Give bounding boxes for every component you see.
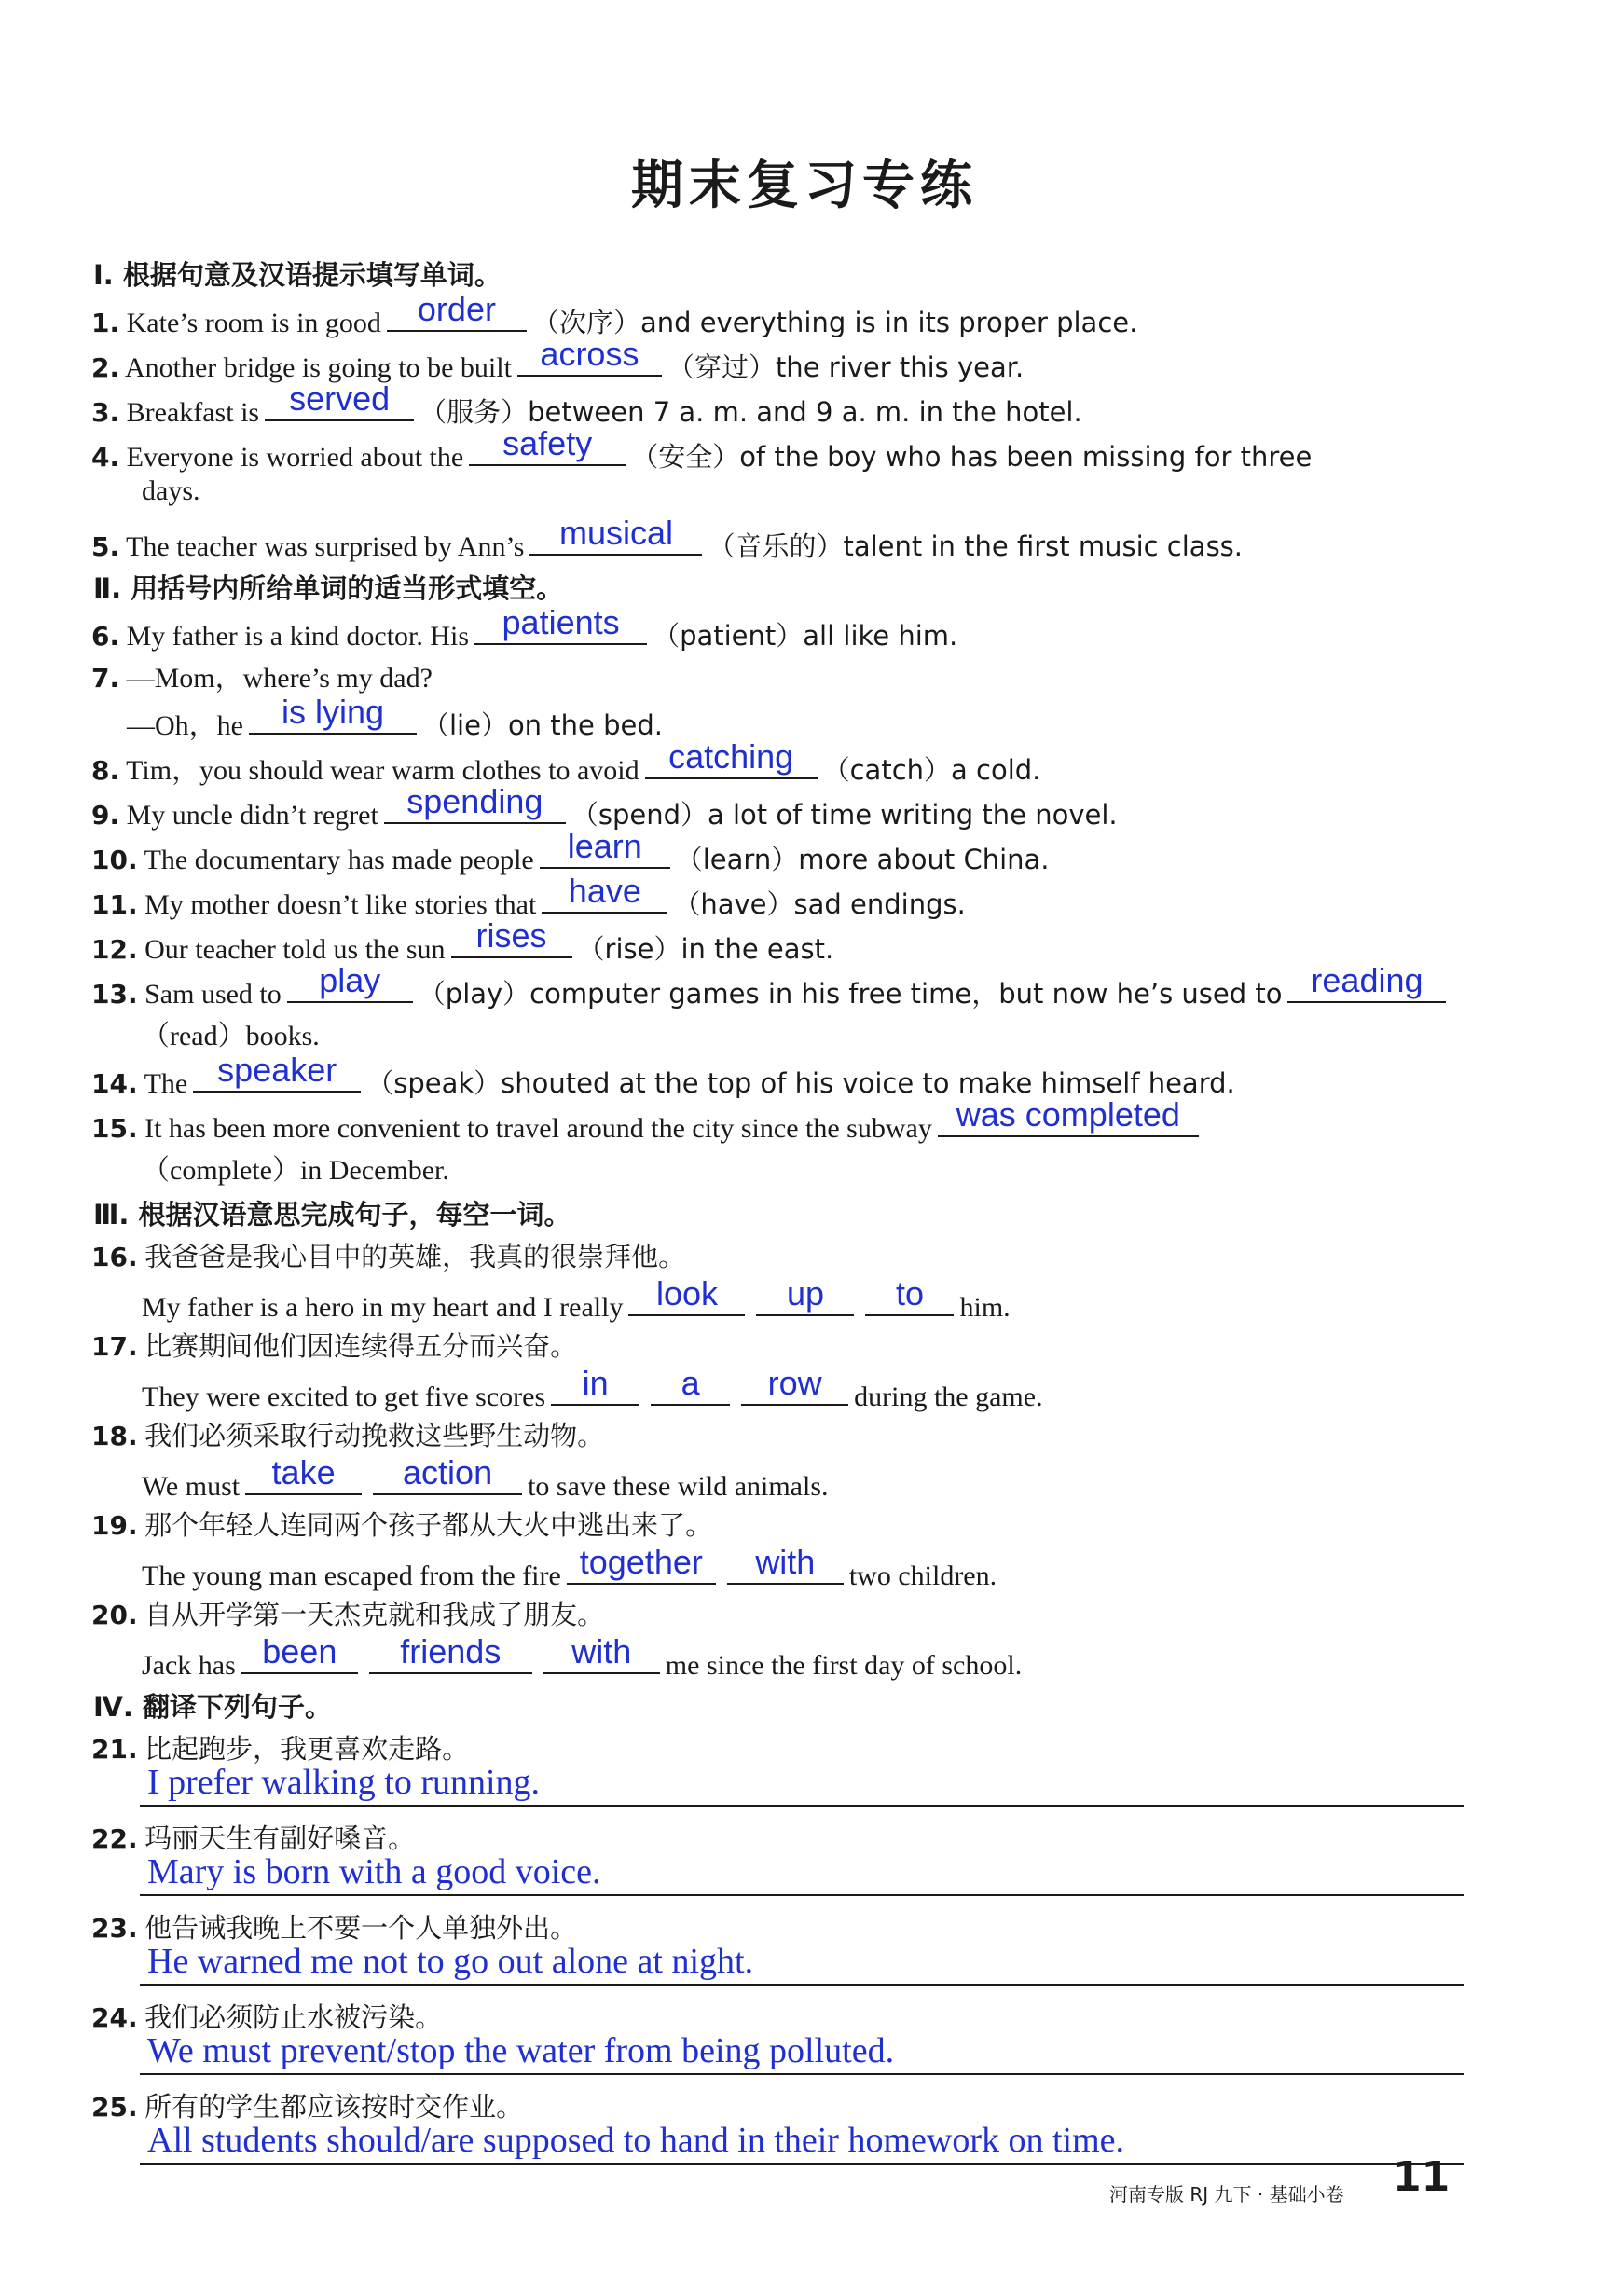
question-7-line-1: 7. —Mom，where’s my dad? — [91, 663, 433, 694]
answer-blank[interactable]: action — [373, 1460, 522, 1495]
translation-answer-21[interactable]: I prefer walking to running. — [147, 1763, 541, 1802]
question-13-continued: （read）books. — [142, 1021, 320, 1052]
answer-blank[interactable]: up — [756, 1281, 854, 1316]
answer-blank[interactable]: catching — [645, 744, 818, 779]
section-2-heading: Ⅱ. 用括号内所给单词的适当形式填空。 — [93, 572, 564, 604]
question-10: 10. The documentary has made people learn （learn）more about China. — [91, 827, 1050, 875]
answer-blank[interactable]: served — [265, 386, 414, 421]
answer-blank[interactable]: order — [387, 296, 527, 332]
translation-answer-23[interactable]: He warned me not to go out alone at night. — [147, 1942, 754, 1981]
question-24-chinese: 24. 我们必须防止水被污染。 — [91, 2001, 443, 2033]
question-3: 3. Breakfast is served （服务）between 7 a. m. and 9 a. m. in the hotel. — [91, 379, 1082, 428]
answer-blank-2[interactable]: reading — [1287, 968, 1446, 1003]
question-15: 15. It has been more convenient to travel around the city since the subway was completed — [91, 1102, 1204, 1145]
page-title: 期末复习专练 — [631, 156, 978, 216]
answer-line — [140, 1894, 1464, 1896]
question-19: The young man escaped from the fire together with two children. — [142, 1543, 997, 1591]
answer-blank[interactable]: together — [567, 1549, 716, 1585]
question-8: 8. Tim，you should wear warm clothes to avoid catching （catch）a cold. — [91, 737, 1041, 786]
question-11: 11. My mother doesn’t like stories that have （have）sad endings. — [91, 872, 966, 920]
section-4-heading: Ⅳ. 翻译下列句子。 — [93, 1691, 332, 1723]
question-6: 6. My father is a kind doctor. His patients （patient）all like him. — [91, 603, 958, 652]
section-3-heading: Ⅲ. 根据汉语意思完成句子，每空一词。 — [93, 1199, 571, 1230]
answer-line — [140, 1805, 1464, 1807]
answer-blank[interactable]: play — [287, 968, 413, 1003]
question-16-chinese: 16. 我爸爸是我心目中的英雄，我真的很崇拜他。 — [91, 1241, 686, 1272]
answer-blank[interactable]: friends — [369, 1639, 532, 1674]
answer-line — [140, 1984, 1464, 1986]
answer-blank[interactable]: musical — [529, 520, 702, 556]
answer-blank[interactable]: take — [245, 1460, 362, 1495]
translation-answer-25[interactable]: All students should/are supposed to hand in their homework on time. — [147, 2121, 1125, 2160]
answer-blank[interactable]: with — [727, 1549, 844, 1585]
answer-blank[interactable]: in — [551, 1370, 639, 1406]
question-5: 5. The teacher was surprised by Ann’s musical （音乐的）talent in the first music class. — [91, 514, 1244, 562]
question-7-line-2: —Oh，he is lying （lie）on the bed. — [127, 693, 663, 741]
question-19-chinese: 19. 那个年轻人连同两个孩子都从大火中逃出来了。 — [91, 1509, 713, 1541]
answer-blank[interactable]: speaker — [193, 1057, 361, 1093]
question-20: Jack has been friends with me since the first day of school. — [142, 1632, 1023, 1681]
question-17-chinese: 17. 比赛期间他们因连续得五分而兴奋。 — [91, 1330, 578, 1362]
answer-blank[interactable]: a — [651, 1370, 730, 1406]
answer-blank[interactable]: spending — [384, 789, 566, 824]
question-22-chinese: 22. 玛丽天生有副好嗓音。 — [91, 1822, 416, 1854]
answer-blank[interactable]: safety — [469, 431, 626, 466]
question-20-chinese: 20. 自从开学第一天杰克就和我成了朋友。 — [91, 1599, 605, 1630]
answer-blank[interactable]: patients — [474, 610, 647, 645]
question-12: 12. Our teacher told us the sun rises （rise）in the east. — [91, 916, 834, 965]
question-13: 13. Sam used to play （play）computer games in his free time，but now he’s used to reading — [91, 968, 1451, 1011]
answer-blank[interactable]: learn — [540, 833, 670, 869]
answer-line — [140, 2163, 1464, 2165]
question-14: 14. The speaker （speak）shouted at the top of his voice to make himself heard. — [91, 1051, 1235, 1099]
question-18-chinese: 18. 我们必须采取行动挽救这些野生动物。 — [91, 1420, 605, 1451]
answer-line — [140, 2073, 1464, 2075]
section-1-heading: Ⅰ. 根据句意及汉语提示填写单词。 — [93, 259, 502, 291]
footer-edition: 河南专版 RJ 九下 · 基础小卷 — [1109, 2183, 1344, 2206]
answer-blank[interactable]: look — [628, 1281, 745, 1316]
question-2: 2. Another bridge is going to be built across （穿过）the river this year. — [91, 335, 1025, 383]
answer-blank[interactable]: with — [543, 1639, 660, 1674]
question-1: 1. Kate’s room is in good order （次序）and everything is in its proper place. — [91, 290, 1138, 338]
question-16: My father is a hero in my heart and I really look up to him. — [142, 1274, 1011, 1323]
answer-blank[interactable]: is lying — [249, 699, 417, 735]
page-number: 11 — [1393, 2153, 1451, 2201]
question-25-chinese: 25. 所有的学生都应该按时交作业。 — [91, 2091, 524, 2123]
question-23-chinese: 23. 他告诫我晚上不要一个人单独外出。 — [91, 1912, 578, 1944]
question-21-chinese: 21. 比起跑步，我更喜欢走路。 — [91, 1733, 470, 1765]
translation-answer-22[interactable]: Mary is born with a good voice. — [147, 1852, 601, 1891]
translation-answer-24[interactable]: We must prevent/stop the water from being polluted. — [147, 2031, 895, 2070]
answer-blank[interactable]: was completed — [938, 1102, 1199, 1137]
answer-blank[interactable]: across — [517, 341, 662, 377]
question-15-continued: （complete）in December. — [142, 1155, 449, 1186]
answer-blank[interactable]: been — [241, 1639, 358, 1674]
answer-blank[interactable]: to — [865, 1281, 954, 1316]
question-9: 9. My uncle didn’t regret spending （spend）a lot of time writing the novel. — [91, 782, 1118, 831]
question-18: We must take action to save these wild animals. — [142, 1453, 829, 1502]
question-4-continued: days. — [142, 475, 200, 506]
answer-blank[interactable]: rises — [451, 923, 572, 958]
question-17: They were excited to get five scores in a row during the game. — [142, 1364, 1043, 1412]
answer-blank[interactable]: row — [741, 1370, 848, 1406]
question-4: 4. Everyone is worried about the safety （安全）of the boy who has been missing for three — [91, 424, 1313, 473]
answer-blank[interactable]: have — [542, 878, 667, 914]
